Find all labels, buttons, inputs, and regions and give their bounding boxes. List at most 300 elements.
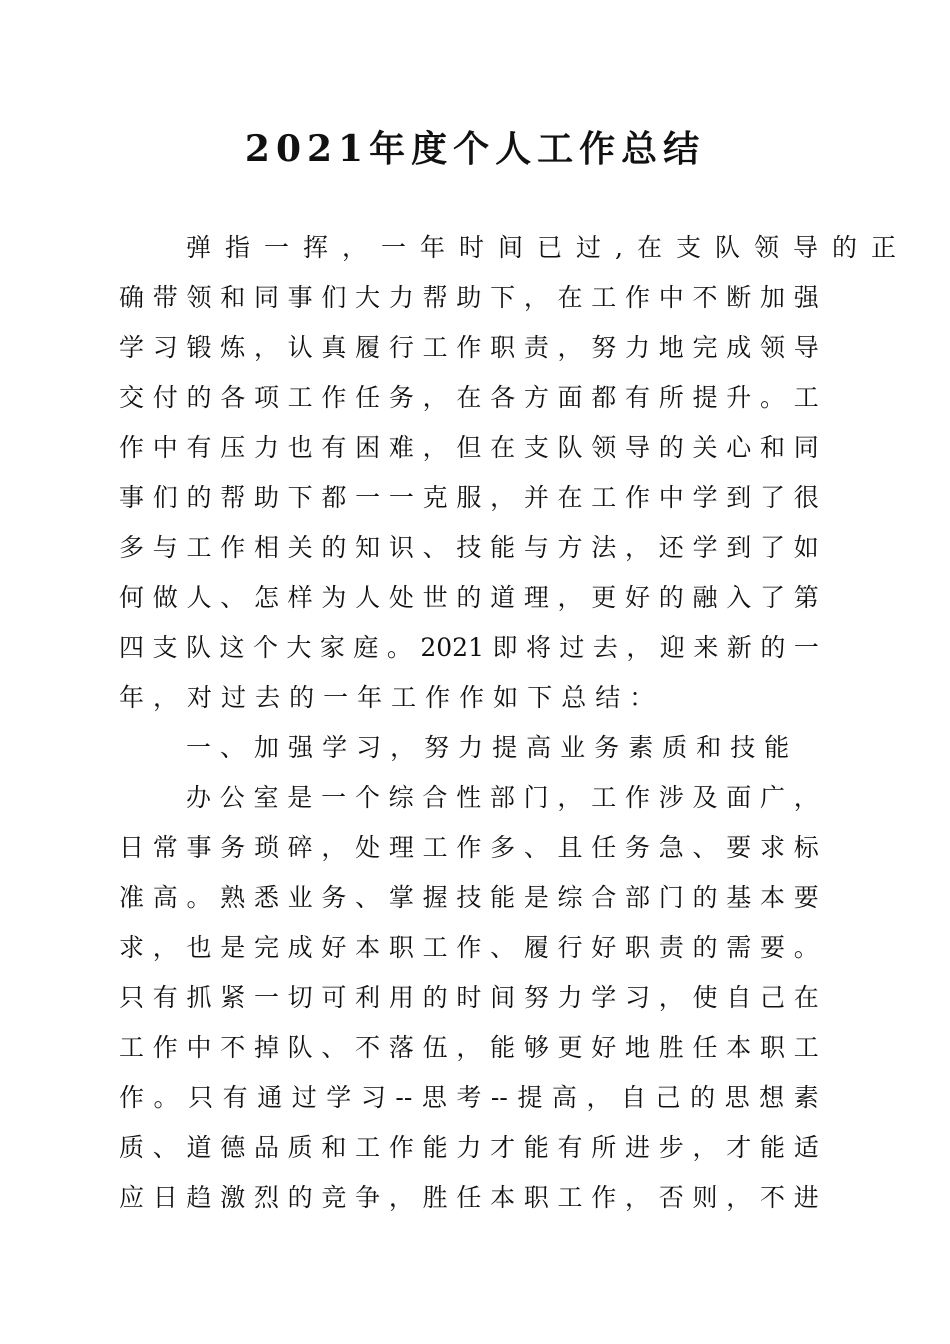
text-glyph: 作	[388, 1133, 414, 1162]
text-glyph: 任	[591, 833, 617, 862]
text-glyph: 对	[187, 683, 213, 712]
text-glyph: 作	[456, 333, 482, 362]
text-glyph: 学	[322, 733, 348, 762]
text-glyph: 处	[355, 833, 381, 862]
text-glyph: 合	[591, 883, 617, 912]
text-glyph: ，	[726, 1183, 752, 1212]
text-glyph: 习	[360, 1083, 386, 1112]
text-glyph: ，	[523, 283, 549, 312]
text-glyph: 思	[421, 1083, 447, 1112]
paragraph-line	[119, 1123, 819, 1173]
text-glyph: 己	[655, 1083, 681, 1112]
text-glyph: 有	[321, 433, 347, 462]
text-glyph: 门	[523, 783, 549, 812]
text-glyph: 成	[287, 933, 313, 962]
text-glyph: 履	[355, 333, 381, 362]
text-glyph: 部	[625, 883, 651, 912]
text-glyph: 的	[289, 683, 315, 712]
text-glyph: 学	[692, 533, 718, 562]
text-glyph: 结	[595, 683, 621, 712]
text-glyph: 也	[287, 433, 313, 462]
text-glyph: 胜	[658, 1033, 684, 1062]
text-glyph: 是	[220, 933, 246, 962]
text-glyph: 的	[658, 583, 684, 612]
paragraph-line	[119, 923, 819, 973]
paragraph-line	[119, 373, 819, 423]
paragraph-line	[119, 623, 819, 673]
text-glyph: 关	[287, 533, 313, 562]
text-glyph: 部	[489, 783, 515, 812]
text-glyph: 提	[692, 383, 718, 412]
text-glyph: 的	[658, 433, 684, 462]
paragraph-line	[119, 673, 819, 723]
text-glyph: ，	[793, 783, 819, 812]
text-glyph: 好	[625, 583, 651, 612]
text-glyph: 任	[456, 1183, 482, 1212]
text-glyph: 技	[456, 533, 482, 562]
text-glyph: 事	[287, 283, 313, 312]
text-glyph: 能	[490, 1033, 516, 1062]
text-glyph: 一	[381, 233, 407, 262]
text-glyph: 项	[253, 383, 279, 412]
text-glyph: 作	[119, 1083, 145, 1112]
text-glyph: 想	[759, 1083, 785, 1112]
text-glyph: 己	[759, 983, 785, 1012]
text-glyph: 、	[523, 833, 549, 862]
paragraph-line	[119, 273, 819, 323]
text-glyph: ，	[557, 783, 583, 812]
text-glyph: 力	[388, 283, 414, 312]
text-glyph: 怎	[253, 583, 279, 612]
text-glyph: 作	[456, 833, 482, 862]
text-glyph: 通	[257, 1083, 283, 1112]
text-glyph: 可	[321, 983, 347, 1012]
text-glyph: ，	[422, 433, 448, 462]
text-glyph: 握	[422, 883, 448, 912]
text-glyph: 面	[557, 383, 583, 412]
text-glyph: 本	[726, 1033, 752, 1062]
text-glyph: 支	[523, 433, 549, 462]
text-glyph: 碎	[287, 833, 313, 862]
text-glyph: 不	[220, 1033, 246, 1062]
text-glyph: 导	[792, 233, 818, 262]
text-glyph: 理	[523, 583, 549, 612]
text-glyph: 悉	[253, 883, 279, 912]
text-glyph: 心	[726, 433, 752, 462]
text-glyph: 、	[321, 1033, 347, 1062]
text-glyph: 的	[186, 383, 212, 412]
text-glyph: 世	[422, 583, 448, 612]
text-glyph: 在	[490, 433, 516, 462]
text-glyph: 、	[220, 733, 246, 762]
text-glyph: 和	[759, 433, 785, 462]
text-glyph: 室	[253, 783, 279, 812]
text-glyph: ，	[626, 633, 652, 662]
text-glyph: 弹	[186, 233, 212, 262]
text-glyph: 习	[152, 333, 178, 362]
text-glyph: 适	[793, 1133, 819, 1162]
text-glyph: 质	[662, 733, 688, 762]
text-glyph: 这	[219, 633, 245, 662]
text-glyph: 领	[186, 283, 212, 312]
text-glyph: 年	[420, 233, 446, 262]
text-glyph: 带	[152, 283, 178, 312]
text-glyph: 克	[422, 483, 448, 512]
text-glyph: 是	[287, 783, 313, 812]
text-glyph: 、	[422, 533, 448, 562]
text-glyph: 同	[793, 433, 819, 462]
text-glyph: 能	[759, 1133, 785, 1162]
text-glyph: 习	[625, 983, 651, 1012]
text-glyph: 工	[422, 833, 448, 862]
text-glyph: 压	[220, 433, 246, 462]
text-glyph: 学	[692, 483, 718, 512]
text-glyph: 如	[493, 683, 519, 712]
text-glyph: 支	[675, 233, 701, 262]
text-glyph: 完	[692, 333, 718, 362]
text-glyph: 务	[625, 833, 651, 862]
text-glyph: 中	[186, 1033, 212, 1062]
text-glyph: ，	[456, 1033, 482, 1062]
text-glyph: 事	[186, 833, 212, 862]
text-glyph: 所	[591, 1133, 617, 1162]
text-glyph: 2021	[420, 633, 484, 662]
text-glyph: 胜	[422, 1183, 448, 1212]
text-glyph: 熟	[220, 883, 246, 912]
text-glyph: 涉	[658, 783, 684, 812]
text-glyph: 多	[490, 833, 516, 862]
text-glyph: 作	[152, 1033, 178, 1062]
text-glyph: 付	[152, 383, 178, 412]
text-glyph: 则	[692, 1183, 718, 1212]
text-glyph: 去	[255, 683, 281, 712]
section-heading	[186, 723, 819, 773]
text-glyph: 才	[726, 1133, 752, 1162]
text-glyph: 思	[724, 1083, 750, 1112]
text-glyph: 高	[152, 883, 178, 912]
text-glyph: 务	[388, 383, 414, 412]
text-glyph: 助	[253, 483, 279, 512]
text-glyph: 提	[492, 733, 518, 762]
paragraph-line	[119, 423, 819, 473]
text-glyph: 了	[759, 583, 785, 612]
text-glyph: 。	[386, 633, 412, 662]
text-glyph: 也	[186, 933, 212, 962]
text-glyph: 自	[620, 1083, 646, 1112]
text-glyph: 导	[625, 433, 651, 462]
text-glyph: 激	[220, 1183, 246, 1212]
text-glyph: 都	[321, 483, 347, 512]
text-glyph: ，	[490, 483, 516, 512]
text-glyph: 工	[422, 933, 448, 962]
text-glyph: 作	[624, 783, 650, 812]
text-glyph: 认	[287, 333, 313, 362]
text-glyph: 一	[253, 983, 279, 1012]
text-glyph: 作	[425, 683, 451, 712]
text-glyph: 职	[759, 1033, 785, 1062]
text-glyph: 工	[793, 1033, 819, 1062]
text-glyph: 、	[220, 583, 246, 612]
text-glyph: 队	[185, 633, 211, 662]
text-glyph: 作	[625, 283, 651, 312]
text-glyph: 迎	[659, 633, 685, 662]
text-glyph: 帮	[422, 283, 448, 312]
text-glyph: 质	[119, 1133, 145, 1162]
text-glyph: 。	[186, 883, 212, 912]
text-glyph: 强	[793, 283, 819, 312]
text-glyph: 不	[692, 283, 718, 312]
text-glyph: 所	[658, 383, 684, 412]
text-glyph: 自	[726, 983, 752, 1012]
text-glyph: 和	[220, 283, 246, 312]
text-glyph: 够	[523, 1033, 549, 1062]
text-glyph: 有	[222, 1083, 248, 1112]
text-glyph: 年	[357, 683, 383, 712]
text-glyph: 日	[152, 1183, 178, 1212]
paragraph-line	[119, 323, 819, 373]
text-glyph: 有	[625, 383, 651, 412]
text-glyph: 领	[759, 333, 785, 362]
text-glyph: 一	[186, 733, 212, 762]
text-glyph: 责	[523, 333, 549, 362]
text-glyph: 如	[793, 533, 819, 562]
text-glyph: 掉	[253, 1033, 279, 1062]
text-glyph: 德	[220, 1133, 246, 1162]
text-glyph: 落	[388, 1033, 414, 1062]
text-glyph: 多	[119, 533, 145, 562]
text-glyph: 融	[692, 583, 718, 612]
text-glyph: 道	[186, 1133, 212, 1162]
paragraph-line	[119, 873, 819, 923]
text-glyph: 掌	[388, 883, 414, 912]
text-glyph: 力	[625, 333, 651, 362]
text-glyph: 急	[658, 833, 684, 862]
text-glyph: 去	[592, 633, 618, 662]
text-glyph: ，	[321, 833, 347, 862]
text-glyph: 的	[422, 983, 448, 1012]
text-glyph: 在	[793, 983, 819, 1012]
paragraph-line	[186, 773, 819, 823]
text-glyph: 。	[793, 933, 819, 962]
text-glyph: 做	[152, 583, 178, 612]
text-glyph: 职	[388, 933, 414, 962]
text-glyph: ，	[586, 1083, 612, 1112]
text-glyph: 行	[557, 933, 583, 962]
text-glyph: 任	[692, 1033, 718, 1062]
text-glyph: 队	[714, 233, 740, 262]
text-glyph: 务	[321, 883, 347, 912]
text-glyph: ，	[625, 533, 651, 562]
text-glyph: 庭	[353, 633, 379, 662]
text-glyph: 努	[591, 333, 617, 362]
text-glyph: 都	[591, 383, 617, 412]
text-glyph: 争	[355, 1183, 381, 1212]
text-glyph: 新	[726, 633, 752, 662]
text-glyph: 性	[456, 783, 482, 812]
text-glyph: 指	[225, 233, 251, 262]
text-glyph: 求	[759, 833, 785, 862]
text-glyph: 总	[561, 683, 587, 712]
text-glyph: 合	[422, 783, 448, 812]
text-glyph: 知	[355, 533, 381, 562]
text-glyph: 职	[490, 333, 516, 362]
text-glyph: 只	[119, 983, 145, 1012]
paragraph-line	[119, 1023, 819, 1073]
text-glyph: 家	[319, 633, 345, 662]
text-glyph: 工	[287, 383, 313, 412]
text-glyph: 应	[119, 1183, 145, 1212]
text-glyph: ，	[152, 933, 178, 962]
text-glyph: 个	[354, 783, 380, 812]
text-glyph: 标	[793, 833, 819, 862]
text-glyph: ，	[153, 683, 179, 712]
text-glyph: 年	[119, 683, 145, 712]
text-glyph: 用	[388, 983, 414, 1012]
text-glyph: 识	[388, 533, 414, 562]
text-glyph: 综	[388, 783, 414, 812]
text-glyph: 将	[525, 633, 551, 662]
text-glyph: 与	[523, 533, 549, 562]
text-glyph: 不	[759, 1183, 785, 1212]
text-glyph: 理	[388, 833, 414, 862]
text-glyph: ：	[629, 683, 655, 712]
text-glyph: 工	[355, 1133, 381, 1162]
text-glyph: 是	[523, 883, 549, 912]
text-glyph: 过	[576, 233, 602, 262]
text-glyph: 基	[726, 883, 752, 912]
paragraph-line	[186, 223, 896, 273]
text-glyph: 同	[253, 283, 279, 312]
text-glyph: 利	[355, 983, 381, 1012]
text-glyph: 服	[456, 483, 482, 512]
text-glyph: 的	[692, 883, 718, 912]
text-glyph: 抓	[186, 983, 212, 1012]
text-glyph: 了	[759, 483, 785, 512]
text-glyph: 了	[759, 533, 785, 562]
text-glyph: 更	[591, 583, 617, 612]
text-glyph: 进	[625, 1133, 651, 1162]
text-glyph: 行	[388, 333, 414, 362]
text-glyph: 日	[119, 833, 145, 862]
text-glyph: ,	[615, 233, 623, 262]
text-glyph: 有	[557, 1133, 583, 1162]
text-glyph: 间	[498, 233, 524, 262]
text-glyph: 的	[186, 483, 212, 512]
text-glyph: 人	[186, 583, 212, 612]
text-glyph: 正	[870, 233, 896, 262]
text-glyph: 过	[559, 633, 585, 662]
text-glyph: 质	[287, 1133, 313, 1162]
text-glyph: 断	[726, 283, 752, 312]
text-glyph: 人	[355, 583, 381, 612]
text-glyph: 困	[355, 433, 381, 462]
text-glyph: 领	[591, 433, 617, 462]
text-glyph: 否	[658, 1183, 684, 1212]
text-glyph: 。	[153, 1083, 179, 1112]
text-glyph: 间	[490, 983, 516, 1012]
text-glyph: 需	[726, 933, 752, 962]
text-glyph: 素	[793, 1083, 819, 1112]
text-glyph: 一	[323, 683, 349, 712]
text-glyph: 到	[726, 483, 752, 512]
text-glyph: 们	[321, 283, 347, 312]
text-glyph: 习	[356, 733, 382, 762]
text-glyph: 中	[152, 433, 178, 462]
text-glyph: 一	[321, 783, 347, 812]
text-glyph: 不	[355, 1033, 381, 1062]
text-glyph: 作	[591, 1183, 617, 1212]
text-glyph: 完	[253, 933, 279, 962]
text-glyph: 个	[252, 633, 278, 662]
text-glyph: 及	[692, 783, 718, 812]
text-glyph: 何	[119, 583, 145, 612]
text-glyph: 加	[254, 733, 280, 762]
text-glyph: 且	[557, 833, 583, 862]
text-glyph: 下	[287, 483, 313, 512]
text-glyph: 的	[287, 1183, 313, 1212]
text-glyph: ，	[388, 1183, 414, 1212]
text-glyph: 品	[253, 1133, 279, 1162]
text-glyph: ，	[422, 383, 448, 412]
text-glyph: 、	[355, 883, 381, 912]
text-glyph: 努	[424, 733, 450, 762]
text-glyph: 助	[456, 283, 482, 312]
paragraph-line	[119, 473, 819, 523]
text-glyph: 任	[355, 383, 381, 412]
text-glyph: 作	[119, 433, 145, 462]
text-glyph: 好	[321, 933, 347, 962]
text-glyph: 与	[152, 533, 178, 562]
text-glyph: 事	[119, 483, 145, 512]
text-glyph: 力	[456, 1133, 482, 1162]
text-glyph: ，	[557, 583, 583, 612]
text-glyph: 的	[760, 633, 786, 662]
text-glyph: 领	[753, 233, 779, 262]
text-glyph: 和	[321, 1133, 347, 1162]
text-glyph: 来	[693, 633, 719, 662]
text-glyph: 升	[726, 383, 752, 412]
text-glyph: 并	[523, 483, 549, 512]
text-glyph: 工	[793, 383, 819, 412]
text-glyph: 作	[321, 383, 347, 412]
text-glyph: 已	[537, 233, 563, 262]
text-glyph: 能	[490, 533, 516, 562]
text-glyph: ，	[658, 983, 684, 1012]
text-glyph: 要	[793, 883, 819, 912]
text-glyph: 学	[591, 983, 617, 1012]
text-glyph: 。	[759, 383, 785, 412]
text-glyph: 力	[253, 433, 279, 462]
text-glyph: 确	[119, 283, 145, 312]
text-glyph: 很	[793, 483, 819, 512]
text-glyph: 门	[658, 883, 684, 912]
text-glyph: 中	[658, 283, 684, 312]
text-glyph: 在	[557, 483, 583, 512]
text-glyph: 的	[690, 1083, 716, 1112]
text-glyph: ，	[390, 733, 416, 762]
text-glyph: 支	[152, 633, 178, 662]
text-glyph: 在	[456, 383, 482, 412]
text-glyph: 紧	[220, 983, 246, 1012]
text-glyph: 道	[490, 583, 516, 612]
text-glyph: 只	[188, 1083, 214, 1112]
text-glyph: ，	[557, 333, 583, 362]
text-glyph: 准	[119, 883, 145, 912]
text-glyph: 面	[726, 783, 752, 812]
text-glyph: 、	[152, 1133, 178, 1162]
text-glyph: 有	[186, 433, 212, 462]
text-glyph: 相	[253, 533, 279, 562]
